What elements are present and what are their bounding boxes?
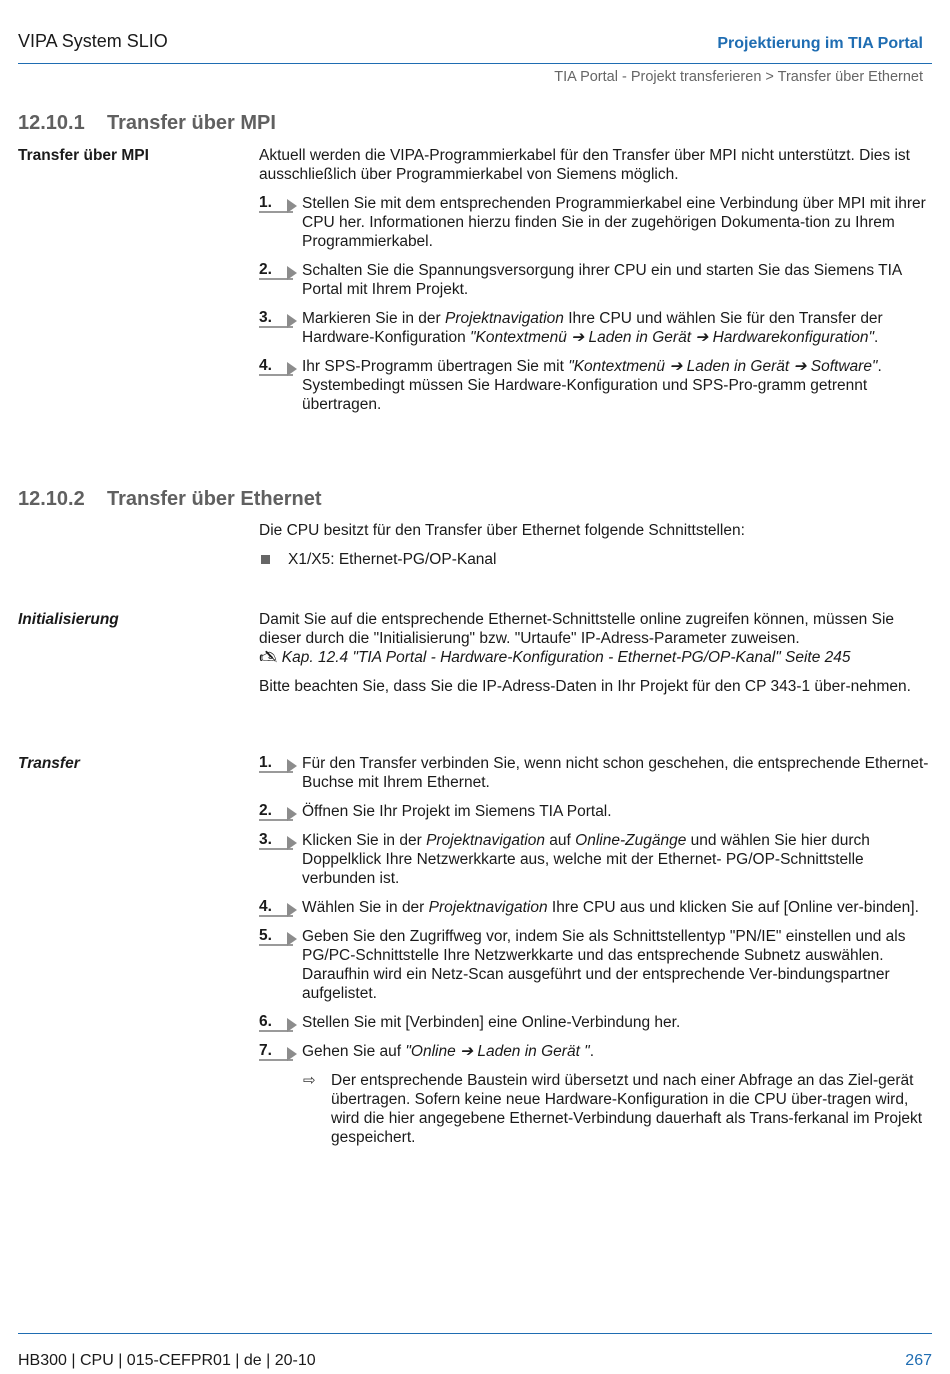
transfer-step-5 — [259, 927, 932, 1003]
bullet-square-icon — [261, 555, 270, 564]
step-text: . Systembedingt müssen Sie Hardware-Konfiguration und SPS-Pro-gramm getrennt übertragen. — [302, 358, 882, 413]
step-text: Stellen Sie mit [Verbinden] eine Online-Verbindung her. — [302, 1014, 681, 1031]
header-divider — [18, 63, 932, 64]
reference-text: Kap. 12.4 "TIA Portal - Hardware-Konfiguration - Ethernet-PG/OP-Kanal" Seite 245 — [281, 649, 851, 666]
step-number: 3. — [259, 309, 293, 328]
menu-term: Online-Zugänge — [575, 832, 687, 849]
step-number: 7. — [259, 1042, 293, 1061]
init-text: Damit Sie auf die entsprechende Ethernet-Schnittstelle online zugreifen können, müssen Sie dieser durch die "Initialisierung" bzw. "Urtaufe" IP-Adress-Parameter zuweisen. — [259, 611, 895, 647]
step-number: 4. — [259, 898, 293, 917]
step-text: . — [874, 329, 879, 346]
step-number: 2. — [259, 261, 293, 280]
step-number: 1. — [259, 754, 293, 773]
bullet-text: X1/X5: Ethernet-PG/OP-Kanal — [288, 551, 497, 568]
step-text: Für den Transfer verbinden Sie, wenn nicht schon geschehen, die entsprechende Ethernet-Buchse mit Ihrem Ethernet. — [302, 755, 929, 791]
menu-term: Projektnavigation — [445, 310, 564, 327]
step-text: Ihre CPU und wählen Sie für den Transfer der Hardware-Konfiguration — [302, 310, 883, 346]
transfer-step-3 — [259, 831, 932, 888]
step-number: 3. — [259, 831, 293, 850]
result-text: Der entsprechende Baustein wird übersetzt und nach einer Abfrage an das Ziel-gerät übertragen. Sofern keine neue Hardware-Konfiguration in die CPU über-tragen wird, wird die hier angegebene Ethernet-Verbindung dauerhaft als Trans-ferkanal im Projekt gespeichert. — [331, 1072, 923, 1146]
step-text: Gehen Sie auf — [302, 1043, 406, 1060]
menu-path: "Online ➔ Laden in Gerät " — [405, 1043, 590, 1060]
ethernet-intro-block — [259, 521, 932, 569]
step-text: Schalten Sie die Spannungsversorgung ihrer CPU ein und starten Sie das Siemens TIA Portal mit Ihrem Projekt. — [302, 262, 902, 298]
step-text: Ihre CPU aus und klicken Sie auf [Online ver-binden]. — [547, 899, 919, 916]
init-paragraph — [259, 610, 932, 667]
step-text: Geben Sie den Zugriffweg vor, indem Sie als Schnittstellentyp "PN/IE" einstellen und als PG/PC-Schnittstelle Ihre Netzwerkkarte und das entsprechende Subnetz auswählen. Daraufhin wird ein Netz-Scan ausgeführt und der entsprechende Ver-bindungspartner aufgelistet. — [302, 928, 906, 1002]
result-arrow-icon: ⇨ — [303, 1072, 316, 1089]
step-number: 6. — [259, 1013, 293, 1032]
section-number: 12.10.1 — [18, 112, 85, 134]
step-number: 1. — [259, 194, 293, 213]
footer-document-id: HB300 | CPU | 015-CEFPR01 | de | 20-10 — [18, 1352, 316, 1369]
chapter-reference-link[interactable] — [259, 649, 851, 666]
step-text: . — [589, 1043, 594, 1060]
interface-list-item — [259, 550, 932, 569]
mpi-step-4 — [259, 357, 932, 414]
breadcrumb: TIA Portal - Projekt transferieren > Transfer über Ethernet — [554, 69, 923, 85]
transfer-step-1 — [259, 754, 932, 792]
transfer-step-4 — [259, 898, 932, 917]
transfer-result — [259, 1071, 932, 1147]
section-heading-ethernet — [18, 490, 322, 509]
step-number: 2. — [259, 802, 293, 821]
header-chapter: Projektierung im TIA Portal — [717, 35, 923, 52]
step-text: Stellen Sie mit dem entsprechenden Programmierkabel eine Verbindung über MPI mit ihrer CPU her. Informationen hierzu finden Sie in der zugehörigen Dokumenta-tion zu Ihrem Programmierkabel. — [302, 195, 926, 250]
transfer-step-2 — [259, 802, 932, 821]
step-text: Klicken Sie in der — [302, 832, 427, 849]
page-number: 267 — [905, 1352, 932, 1369]
step-text: und wählen Sie hier durch Doppelklick Ihre Netzwerkkarte aus, welche mit der Ethernet- PG/OP-Schnittstelle verbunden ist. — [302, 832, 870, 887]
side-label-initialisierung: Initialisierung — [18, 611, 119, 628]
step-text: Öffnen Sie Ihr Projekt im Siemens TIA Portal. — [302, 803, 612, 820]
mpi-step-3 — [259, 309, 932, 347]
side-label-mpi: Transfer über MPI — [18, 147, 149, 164]
mpi-content — [259, 146, 932, 424]
menu-term: Projektnavigation — [428, 899, 548, 916]
side-label-transfer: Transfer — [18, 755, 80, 772]
mpi-step-1 — [259, 194, 932, 251]
menu-path: "Kontextmenü ➔ Laden in Gerät ➔ Hardwarekonfiguration" — [470, 329, 875, 346]
footer-divider — [18, 1333, 932, 1334]
transfer-step-7 — [259, 1042, 932, 1061]
section-title: Transfer über MPI — [107, 112, 276, 134]
section-number: 12.10.2 — [18, 488, 85, 510]
ethernet-intro: Die CPU besitzt für den Transfer über Ethernet folgende Schnittstellen: — [259, 522, 745, 539]
section-heading-mpi — [18, 114, 276, 133]
step-text: Wählen Sie in der — [302, 899, 429, 916]
header-product: VIPA System SLIO — [18, 31, 168, 51]
step-number: 4. — [259, 357, 293, 376]
step-text: Ihr SPS-Programm übertragen Sie mit — [302, 358, 569, 375]
initialisierung-content — [259, 610, 932, 706]
step-text: auf — [544, 832, 576, 849]
mpi-intro: Aktuell werden die VIPA-Programmierkabel für den Transfer über MPI nicht unterstützt. Dies ist ausschließlich über Programmierkabel von Siemens möglich. — [259, 147, 910, 183]
reference-hand-icon: 🖎 — [259, 649, 278, 666]
step-text: Markieren Sie in der — [302, 310, 446, 327]
menu-term: Projektnavigation — [426, 832, 545, 849]
init-note: Bitte beachten Sie, dass Sie die IP-Adress-Daten in Ihr Projekt für den CP 343-1 über-nehmen. — [259, 678, 911, 695]
transfer-content — [259, 754, 932, 1157]
mpi-step-2 — [259, 261, 932, 299]
transfer-step-6 — [259, 1013, 932, 1032]
menu-path: "Kontextmenü ➔ Laden in Gerät ➔ Software" — [568, 358, 878, 375]
step-number: 5. — [259, 927, 293, 946]
section-title: Transfer über Ethernet — [107, 488, 322, 510]
